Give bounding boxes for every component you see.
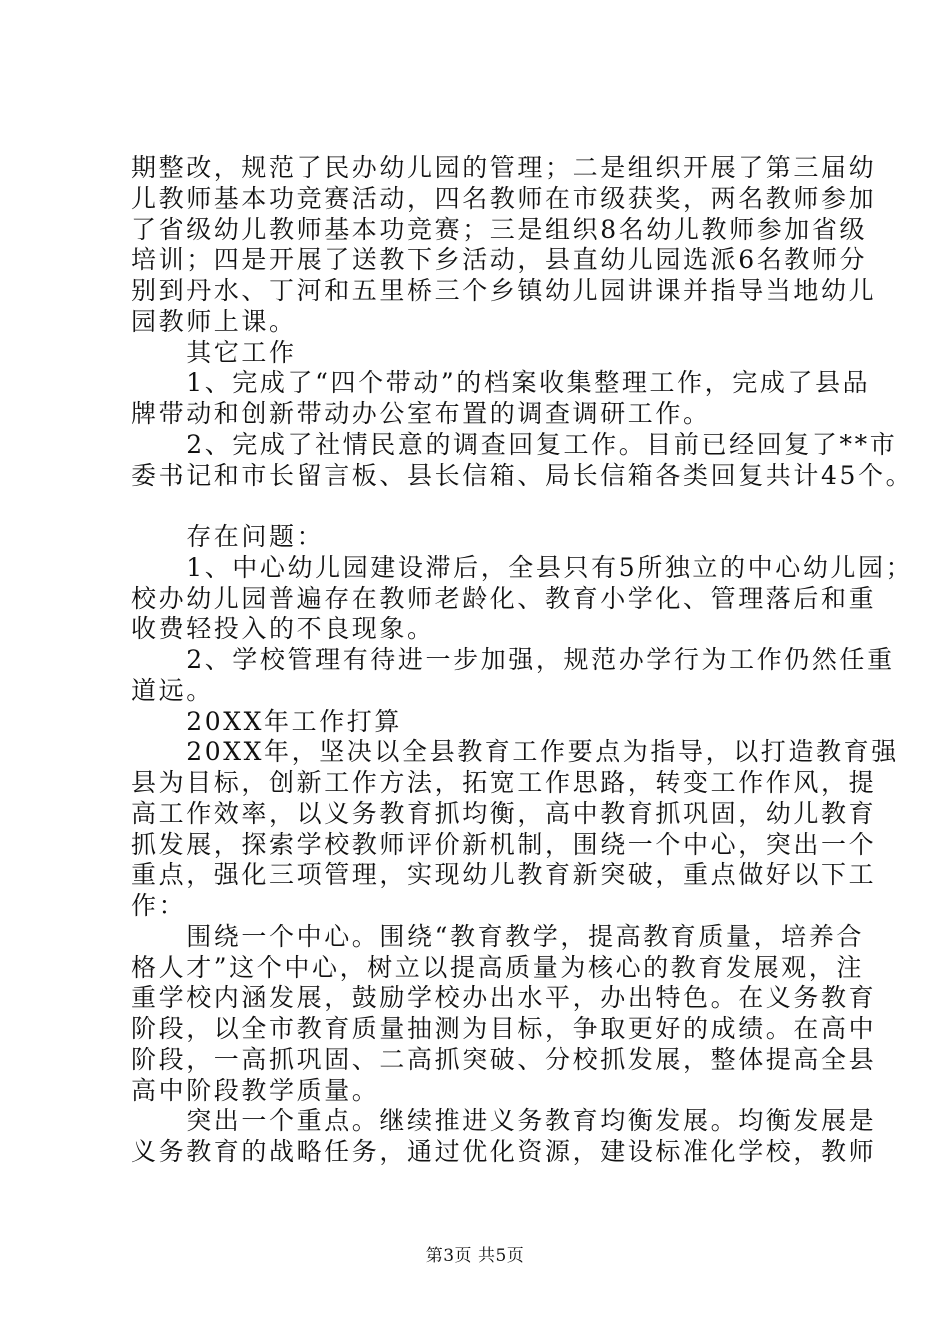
section-heading: 其它工作 — [131, 338, 297, 367]
body-text-line: 2、完成了社情民意的调查回复工作。目前已经回复了**市 — [131, 430, 898, 459]
body-text-line: 1、中心幼儿园建设滞后，全县只有5所独立的中心幼儿园； — [131, 553, 914, 582]
body-text-line: 高工作效率，以义务教育抓均衡，高中教育抓巩固，幼儿教育 — [131, 799, 877, 828]
body-text-line: 2、学校管理有待进一步加强，规范办学行为工作仍然任重 — [131, 645, 895, 674]
body-text-line: 20XX年，坚决以全县教育工作要点为指导，以打造教育强 — [131, 737, 899, 766]
body-text-line: 阶段，一高抓巩固、二高抓突破、分校抓发展，整体提高全县 — [131, 1045, 877, 1074]
body-text-line: 道远。 — [131, 676, 214, 705]
body-text-line: 1、完成了“四个带动”的档案收集整理工作，完成了县品 — [131, 368, 871, 397]
body-text-line: 收费轻投入的不良现象。 — [131, 614, 435, 643]
body-text-line: 期整改，规范了民办幼儿园的管理；二是组织开展了第三届幼 — [131, 153, 877, 182]
body-text-line: 校办幼儿园普遍存在教师老龄化、教育小学化、管理落后和重 — [131, 584, 877, 613]
body-text-line: 培训；四是开展了送教下乡活动，县直幼儿园选派6名教师分 — [131, 245, 868, 274]
body-text-line: 牌带动和创新带动办公室布置的调查调研工作。 — [131, 399, 711, 428]
section-heading: 20XX年工作打算 — [131, 707, 403, 736]
body-text-line: 重点，强化三项管理，实现幼儿教育新突破，重点做好以下工 — [131, 860, 877, 889]
body-text-line: 了省级幼儿教师基本功竞赛；三是组织8名幼儿教师参加省级 — [131, 215, 868, 244]
body-text-line: 园教师上课。 — [131, 307, 297, 336]
section-heading: 存在问题： — [131, 522, 325, 551]
body-text-line: 抓发展，探索学校教师评价新机制，围绕一个中心，突出一个 — [131, 830, 877, 859]
body-text-line: 围绕一个中心。围绕“教育教学，提高教育质量，培养合 — [131, 922, 864, 951]
body-text-line: 作： — [131, 891, 187, 920]
body-text-line: 义务教育的战略任务，通过优化资源，建设标准化学校，教师 — [131, 1137, 877, 1166]
body-text-line: 重学校内涵发展，鼓励学校办出水平，办出特色。在义务教育 — [131, 983, 877, 1012]
body-text-line: 县为目标，创新工作方法，拓宽工作思路，转变工作作风，提 — [131, 768, 877, 797]
body-text-line: 儿教师基本功竞赛活动，四名教师在市级获奖，两名教师参加 — [131, 184, 877, 213]
body-text-line: 突出一个重点。继续推进义务教育均衡发展。均衡发展是 — [131, 1106, 877, 1135]
body-text-line: 高中阶段教学质量。 — [131, 1076, 380, 1105]
body-text-line: 阶段，以全市教育质量抽测为目标，争取更好的成绩。在高中 — [131, 1014, 877, 1043]
body-text-line: 别到丹水、丁河和五里桥三个乡镇幼儿园讲课并指导当地幼儿 — [131, 276, 877, 305]
body-text-line: 委书记和市长留言板、县长信箱、局长信箱各类回复共计45个。 — [131, 461, 914, 490]
body-text-line: 格人才”这个中心，树立以提高质量为核心的教育发展观，注 — [131, 953, 864, 982]
page-footer: 第3页 共5页 — [425, 1246, 525, 1266]
